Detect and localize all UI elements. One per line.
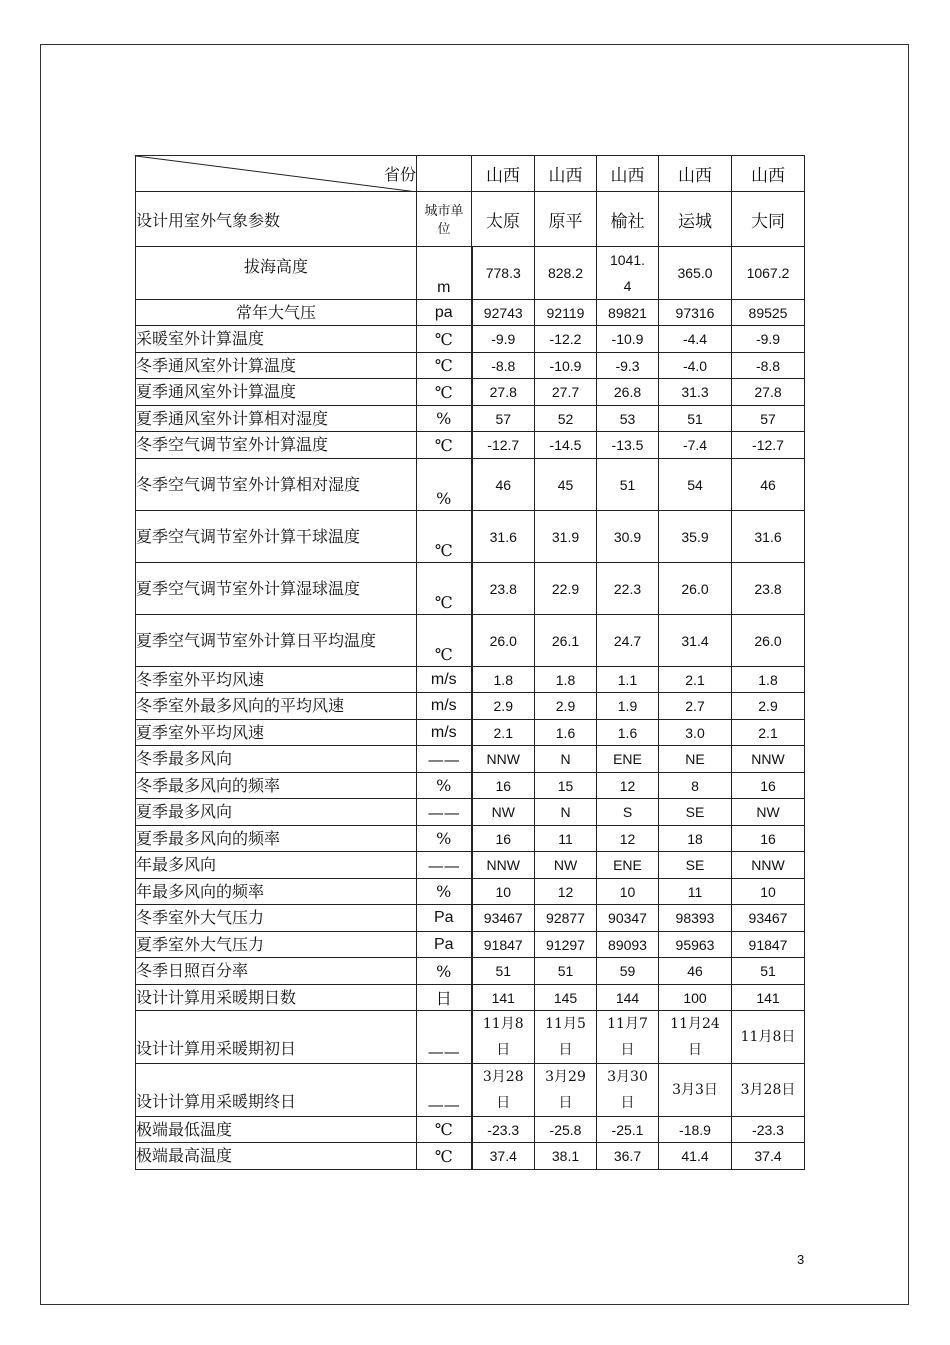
parameter-name: 设计计算用采暖期终日 <box>136 1064 417 1117</box>
value-cell: 1.6 <box>535 720 597 746</box>
value-cell: 1.8 <box>535 667 597 693</box>
value-cell: 365.0 <box>659 247 732 300</box>
value-cell: -4.0 <box>659 353 732 379</box>
table-row <box>136 511 805 563</box>
value-cell: 51 <box>597 459 659 511</box>
value-cell: 12 <box>597 826 659 852</box>
city-header-row <box>136 192 805 247</box>
parameter-name: 极端最高温度 <box>136 1143 417 1170</box>
value-cell: 141 <box>472 985 535 1011</box>
value-cell: 27.7 <box>535 379 597 406</box>
value-cell: SE <box>659 799 732 826</box>
value-cell: 1.8 <box>732 667 805 693</box>
value-cell: 91847 <box>732 932 805 958</box>
value-cell: 26.0 <box>472 615 535 667</box>
value-cell: 16 <box>472 826 535 852</box>
parameter-name: 夏季最多风向 <box>136 799 417 826</box>
value-cell: -23.3 <box>732 1117 805 1143</box>
unit-cell: —— <box>417 1011 472 1064</box>
value-cell: ENE <box>597 746 659 773</box>
value-cell: 2.9 <box>472 693 535 720</box>
value-cell: -9.3 <box>597 353 659 379</box>
value-cell: 93467 <box>472 905 535 932</box>
value-cell: 51 <box>472 958 535 985</box>
value-cell: 2.1 <box>472 720 535 746</box>
table-row <box>136 1011 805 1064</box>
value-cell: NNW <box>732 852 805 879</box>
parameter-name: 年最多风向的频率 <box>136 879 417 905</box>
value-cell: 51 <box>659 406 732 432</box>
value-cell: -9.9 <box>732 326 805 353</box>
table-row <box>136 826 805 852</box>
value-cell: 16 <box>732 826 805 852</box>
unit-cell: —— <box>417 746 472 773</box>
value-cell: 11 <box>535 826 597 852</box>
parameter-name: 冬季日照百分率 <box>136 958 417 985</box>
value-cell: -10.9 <box>535 353 597 379</box>
parameter-header: 设计用室外气象参数 <box>136 192 417 247</box>
table-row <box>136 693 805 720</box>
value-cell: 10 <box>732 879 805 905</box>
value-cell: 52 <box>535 406 597 432</box>
value-cell: 828.2 <box>535 247 597 300</box>
value-cell: 11 <box>659 879 732 905</box>
value-cell: 30.9 <box>597 511 659 563</box>
value-cell: 3月3日 <box>659 1064 732 1117</box>
value-cell: NW <box>535 852 597 879</box>
value-cell: 3月28日 <box>732 1064 805 1117</box>
value-cell: 145 <box>535 985 597 1011</box>
value-cell: 141 <box>732 985 805 1011</box>
value-cell: 57 <box>472 406 535 432</box>
value-cell: 38.1 <box>535 1143 597 1170</box>
value-cell: 89821 <box>597 300 659 326</box>
table-row <box>136 406 805 432</box>
city-cell: 原平 <box>535 192 597 247</box>
parameter-name: 极端最低温度 <box>136 1117 417 1143</box>
value-cell: 1.6 <box>597 720 659 746</box>
table-row <box>136 300 805 326</box>
value-cell: 2.1 <box>732 720 805 746</box>
province-header-row <box>136 156 805 192</box>
unit-cell: m/s <box>417 720 472 746</box>
table-row <box>136 932 805 958</box>
city-cell: 榆社 <box>597 192 659 247</box>
province-cell: 山西 <box>535 156 597 192</box>
unit-cell: % <box>417 958 472 985</box>
value-cell: 89093 <box>597 932 659 958</box>
unit-cell: % <box>417 773 472 799</box>
table-row <box>136 905 805 932</box>
table-row <box>136 326 805 353</box>
value-cell: S <box>597 799 659 826</box>
unit-cell: % <box>417 879 472 905</box>
parameter-name: 年最多风向 <box>136 852 417 879</box>
value-cell: NNW <box>472 852 535 879</box>
table-row <box>136 958 805 985</box>
value-cell: 2.9 <box>732 693 805 720</box>
parameter-name: 冬季空气调节室外计算温度 <box>136 432 417 459</box>
province-header-cell <box>136 156 417 192</box>
value-cell: -23.3 <box>472 1117 535 1143</box>
value-cell: 31.4 <box>659 615 732 667</box>
table-row <box>136 247 805 300</box>
unit-cell: ℃ <box>417 1143 472 1170</box>
value-cell: 92743 <box>472 300 535 326</box>
unit-cell: —— <box>417 852 472 879</box>
value-cell: -7.4 <box>659 432 732 459</box>
value-cell: 10 <box>472 879 535 905</box>
parameter-name: 夏季空气调节室外计算日平均温度 <box>136 615 417 667</box>
value-cell: -8.8 <box>472 353 535 379</box>
value-cell: 2.9 <box>535 693 597 720</box>
value-cell: -13.5 <box>597 432 659 459</box>
table-row <box>136 353 805 379</box>
value-cell: 26.8 <box>597 379 659 406</box>
unit-cell: ℃ <box>417 326 472 353</box>
unit-cell: ℃ <box>417 379 472 406</box>
empty-header-cell <box>417 156 472 192</box>
unit-cell: —— <box>417 1064 472 1117</box>
table-row <box>136 667 805 693</box>
value-cell: 91297 <box>535 932 597 958</box>
value-cell: -4.4 <box>659 326 732 353</box>
value-cell: 46 <box>659 958 732 985</box>
parameter-name: 冬季空气调节室外计算相对湿度 <box>136 459 417 511</box>
unit-cell: % <box>417 459 472 511</box>
value-cell: 35.9 <box>659 511 732 563</box>
value-cell: 11月8日 <box>472 1011 535 1064</box>
table-row <box>136 879 805 905</box>
parameter-name: 冬季室外大气压力 <box>136 905 417 932</box>
parameter-name: 夏季最多风向的频率 <box>136 826 417 852</box>
value-cell: 54 <box>659 459 732 511</box>
value-cell: 92877 <box>535 905 597 932</box>
unit-cell: m/s <box>417 693 472 720</box>
value-cell: -8.8 <box>732 353 805 379</box>
value-cell: 12 <box>597 773 659 799</box>
parameter-name: 夏季室外平均风速 <box>136 720 417 746</box>
value-cell: -25.1 <box>597 1117 659 1143</box>
parameter-name: 夏季通风室外计算温度 <box>136 379 417 406</box>
value-cell: 3月29日 <box>535 1064 597 1117</box>
table-row <box>136 432 805 459</box>
value-cell: 46 <box>472 459 535 511</box>
value-cell: 91847 <box>472 932 535 958</box>
city-cell: 大同 <box>732 192 805 247</box>
weather-parameter-table <box>135 155 805 1170</box>
unit-cell: % <box>417 826 472 852</box>
value-cell: 3月28日 <box>472 1064 535 1117</box>
value-cell: 31.6 <box>732 511 805 563</box>
value-cell: 26.1 <box>535 615 597 667</box>
value-cell: 1067.2 <box>732 247 805 300</box>
parameter-name: 冬季室外平均风速 <box>136 667 417 693</box>
value-cell: 144 <box>597 985 659 1011</box>
value-cell: N <box>535 746 597 773</box>
unit-cell: ℃ <box>417 1117 472 1143</box>
value-cell: NW <box>732 799 805 826</box>
value-cell: 11月24日 <box>659 1011 732 1064</box>
value-cell: -12.7 <box>472 432 535 459</box>
value-cell: 27.8 <box>472 379 535 406</box>
page-number: 3 <box>797 1252 805 1267</box>
parameter-name: 采暖室外计算温度 <box>136 326 417 353</box>
value-cell: 23.8 <box>732 563 805 615</box>
value-cell: -9.9 <box>472 326 535 353</box>
table-row <box>136 852 805 879</box>
value-cell: 37.4 <box>472 1143 535 1170</box>
value-cell: 778.3 <box>472 247 535 300</box>
table-row <box>136 773 805 799</box>
value-cell: 15 <box>535 773 597 799</box>
value-cell: 26.0 <box>732 615 805 667</box>
value-cell: -12.7 <box>732 432 805 459</box>
province-cell: 山西 <box>732 156 805 192</box>
city-unit-header <box>417 192 472 247</box>
value-cell: N <box>535 799 597 826</box>
value-cell: 1.8 <box>472 667 535 693</box>
unit-cell: % <box>417 406 472 432</box>
unit-cell: m/s <box>417 667 472 693</box>
value-cell: NNW <box>472 746 535 773</box>
table-row <box>136 720 805 746</box>
value-cell: 53 <box>597 406 659 432</box>
value-cell: 51 <box>535 958 597 985</box>
unit-cell: pa <box>417 300 472 326</box>
value-cell: -25.8 <box>535 1117 597 1143</box>
unit-cell: m <box>417 247 472 300</box>
province-cell: 山西 <box>659 156 732 192</box>
parameter-name: 设计计算用采暖期初日 <box>136 1011 417 1064</box>
value-cell: 22.3 <box>597 563 659 615</box>
value-cell: 24.7 <box>597 615 659 667</box>
value-cell: 26.0 <box>659 563 732 615</box>
value-cell: -12.2 <box>535 326 597 353</box>
unit-cell: —— <box>417 799 472 826</box>
table-row <box>136 1064 805 1117</box>
parameter-name: 夏季室外大气压力 <box>136 932 417 958</box>
value-cell: 2.1 <box>659 667 732 693</box>
unit-cell: ℃ <box>417 432 472 459</box>
value-cell: NE <box>659 746 732 773</box>
city-cell: 太原 <box>472 192 535 247</box>
value-cell: 93467 <box>732 905 805 932</box>
unit-cell: ℃ <box>417 563 472 615</box>
value-cell: 10 <box>597 879 659 905</box>
value-cell: 11月8日 <box>732 1011 805 1064</box>
value-cell: 22.9 <box>535 563 597 615</box>
value-cell: 3月30日 <box>597 1064 659 1117</box>
parameter-name: 夏季空气调节室外计算湿球温度 <box>136 563 417 615</box>
value-cell: 23.8 <box>472 563 535 615</box>
table-row <box>136 563 805 615</box>
value-cell: NNW <box>732 746 805 773</box>
province-label: 省份 <box>383 165 416 184</box>
value-cell: 16 <box>472 773 535 799</box>
value-cell: 37.4 <box>732 1143 805 1170</box>
unit-cell: ℃ <box>417 511 472 563</box>
value-cell: 51 <box>732 958 805 985</box>
table-row <box>136 746 805 773</box>
parameter-name: 冬季通风室外计算温度 <box>136 353 417 379</box>
value-cell: -14.5 <box>535 432 597 459</box>
table-row <box>136 379 805 406</box>
table-row <box>136 985 805 1011</box>
value-cell: 90347 <box>597 905 659 932</box>
parameter-name: 常年大气压 <box>136 300 417 326</box>
parameter-name: 夏季空气调节室外计算干球温度 <box>136 511 417 563</box>
value-cell: 59 <box>597 958 659 985</box>
parameter-name: 夏季通风室外计算相对湿度 <box>136 406 417 432</box>
unit-cell: Pa <box>417 905 472 932</box>
value-cell: ENE <box>597 852 659 879</box>
value-cell: 11月5日 <box>535 1011 597 1064</box>
value-cell: 46 <box>732 459 805 511</box>
value-cell: 27.8 <box>732 379 805 406</box>
value-cell: 31.9 <box>535 511 597 563</box>
value-cell: 89525 <box>732 300 805 326</box>
city-cell: 运城 <box>659 192 732 247</box>
value-cell: 8 <box>659 773 732 799</box>
table-row <box>136 1143 805 1170</box>
value-cell: 3.0 <box>659 720 732 746</box>
table-row <box>136 1117 805 1143</box>
diagonal-line <box>136 156 417 192</box>
parameter-name: 冬季最多风向的频率 <box>136 773 417 799</box>
value-cell: 100 <box>659 985 732 1011</box>
parameter-name: 设计计算用采暖期日数 <box>136 985 417 1011</box>
parameter-name: 拔海高度 <box>136 247 417 300</box>
value-cell: 12 <box>535 879 597 905</box>
value-cell: 31.3 <box>659 379 732 406</box>
value-cell: 92119 <box>535 300 597 326</box>
unit-cell: ℃ <box>417 353 472 379</box>
value-cell: 36.7 <box>597 1143 659 1170</box>
value-cell: 97316 <box>659 300 732 326</box>
province-cell: 山西 <box>472 156 535 192</box>
parameter-name: 冬季最多风向 <box>136 746 417 773</box>
unit-cell: Pa <box>417 932 472 958</box>
parameter-name: 冬季室外最多风向的平均风速 <box>136 693 417 720</box>
value-cell: 57 <box>732 406 805 432</box>
table-row <box>136 459 805 511</box>
value-cell: 18 <box>659 826 732 852</box>
value-cell: 1041.4 <box>597 247 659 300</box>
value-cell: NW <box>472 799 535 826</box>
value-cell: 45 <box>535 459 597 511</box>
city-unit-label: 城市单位 <box>424 204 464 237</box>
value-cell: 98393 <box>659 905 732 932</box>
value-cell: 1.9 <box>597 693 659 720</box>
value-cell: SE <box>659 852 732 879</box>
value-cell: 11月7日 <box>597 1011 659 1064</box>
province-cell: 山西 <box>597 156 659 192</box>
table-row <box>136 615 805 667</box>
value-cell: -10.9 <box>597 326 659 353</box>
value-cell: 41.4 <box>659 1143 732 1170</box>
unit-cell: 日 <box>417 985 472 1011</box>
value-cell: 1.1 <box>597 667 659 693</box>
value-cell: 95963 <box>659 932 732 958</box>
table-row <box>136 799 805 826</box>
value-cell: -18.9 <box>659 1117 732 1143</box>
value-cell: 16 <box>732 773 805 799</box>
value-cell: 2.7 <box>659 693 732 720</box>
unit-cell: ℃ <box>417 615 472 667</box>
value-cell: 31.6 <box>472 511 535 563</box>
